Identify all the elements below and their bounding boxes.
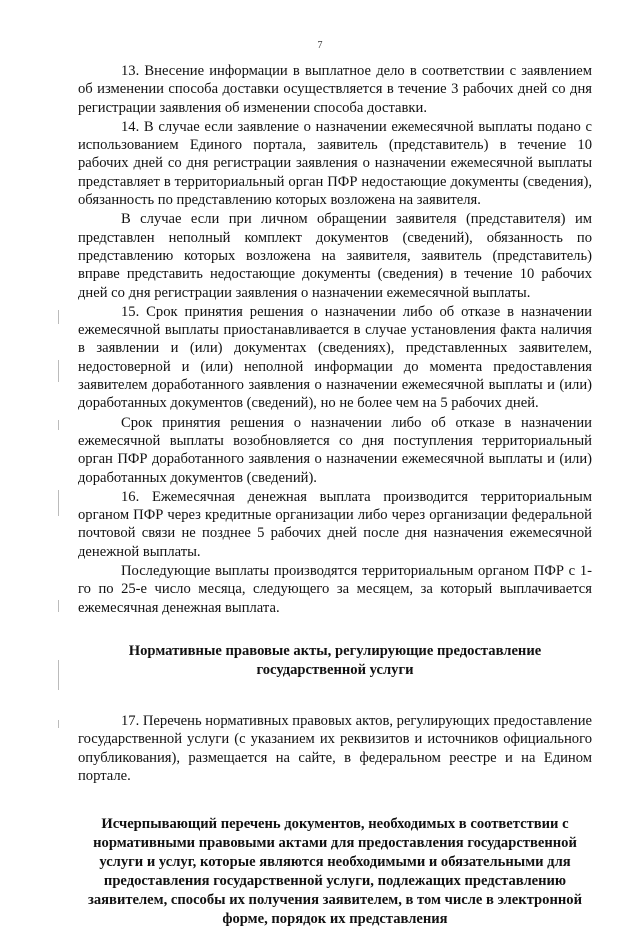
document-body xyxy=(78,62,592,929)
section-heading-legal-acts: Нормативные правовые акты, регулирующие предоставление государственной услуги xyxy=(128,642,542,678)
scan-edge-marks xyxy=(58,300,60,730)
paragraph-13: 13. Внесение информации в выплатное дело в соответствии с заявлением об изменении способа доставки осуществляется в течение 3 рабочих дней со дня регистрации заявления об изменении способа доставки. xyxy=(78,63,592,116)
paragraph-17: 17. Перечень нормативных правовых актов, регулирующих предоставление государственной услуги (с указанием их реквизитов и источников официального опубликования), размещается на сайте, в федеральном реестре и на Едином портале. xyxy=(78,712,593,784)
section-heading-documents: Исчерпывающий перечень документов, необходимых в соответствии с нормативными правовыми актами для предоставления государственной услуги и услуг, которые являются необходимыми и обязательными для предоставления государственной услуги, подлежащих представлению заявителем, способы их получения заявителем, в том числе в электронной форме, порядок их представления xyxy=(88,816,582,928)
paragraph-16-continued: Последующие выплаты производятся территориальным органом ПФР с 1-го по 25-е число месяца, следующего за месяцем, за который выплачивается ежемесячная денежная выплата. xyxy=(78,563,592,616)
paragraph-14: 14. В случае если заявление о назначении ежемесячной выплаты подано с использованием Единого портала, заявитель (представитель) в течение 10 рабочих дней со дня регистрации заявления о назначении ежемесячной выплаты представляет в территориальный орган ПФР недостающие документы (сведения), обязанность по представлению которых возложена на заявителя. xyxy=(78,118,592,209)
page-number: 7 xyxy=(317,40,323,51)
paragraph-14-continued: В случае если при личном обращении заявителя (представителя) им представлен неполный комплект документов (сведений), обязанность по представлению которых возложена на заявителя, заявитель (представитель) вправе представить недостающие документы (сведения) в течение 10 рабочих дней со дня регистрации заявления о назначении ежемесячной выплаты. xyxy=(78,211,592,301)
paragraph-16: 16. Ежемесячная денежная выплата производится территориальным органом ПФР через кредитные организации либо через организации федеральной почтовой связи не позднее 5 рабочих дней после дня назначения ежемесячной денежной выплаты. xyxy=(78,488,592,560)
paragraph-15-continued: Срок принятия решения о назначении либо об отказе в назначении ежемесячной выплаты возобновляется со дня поступления территориальный орган ПФР доработанного заявления о назначении ежемесячной выплаты и (или) доработанных документов (сведений). xyxy=(78,414,592,486)
paragraph-15: 15. Срок принятия решения о назначении либо об отказе в назначении ежемесячной выплаты приостанавливается в случае установления факта наличия в заявлении и (или) документах (сведениях), представленных заявителем, недостоверной и (или) неполной информации до момента предоставления заявителем доработанного заявления о назначении ежемесячной выплаты и (или) доработанных документов (сведений), но не более чем на 5 рабочих дней. xyxy=(78,303,592,412)
